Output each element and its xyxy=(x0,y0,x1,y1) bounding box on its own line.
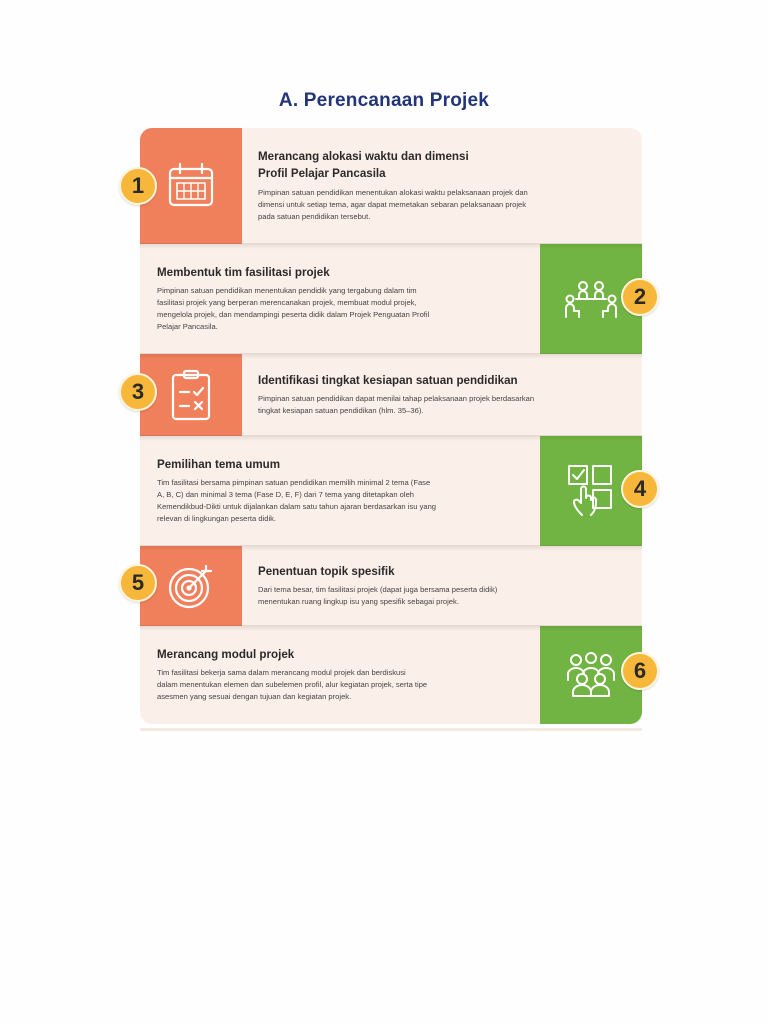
step-6-text xyxy=(157,626,524,724)
step-4 xyxy=(140,436,642,546)
step-6-title: Merancang modul projek xyxy=(157,647,295,661)
step-2-title: Membentuk tim fasilitasi projek xyxy=(157,265,330,279)
step-4-text xyxy=(157,436,524,546)
page-title: A. Perencanaan Projek xyxy=(278,90,490,111)
step-3-title: Identifikasi tingkat kesiapan satuan pendidikan xyxy=(258,373,518,387)
group-icon xyxy=(564,652,618,698)
step-5-description: Dari tema besar, tim fasilitasi projek (dapat juga bersama peserta didik) menentukan ruang lingkup isu yang spesifik sebagai projek. xyxy=(258,585,498,607)
step-6-description: Tim fasilitasi bekerja sama dalam merancang modul projek dan berdiskusi dalam menentukan elemen dan subelemen profil, alur kegiatan projek, serta tipe asesmen yang sesuai dengan tujuan dan kegiatan projek. xyxy=(157,668,428,702)
checklist-icon xyxy=(169,368,213,422)
step-4-number-badge: 4 xyxy=(621,470,659,508)
step-5-text xyxy=(258,546,622,626)
select-option-icon xyxy=(566,463,616,519)
steps-infographic xyxy=(140,128,642,724)
step-3-description: Pimpinan satuan pendidikan dapat menilai tahap pelaksanaan projek berdasarkan tingkat kesiapan satuan pendidikan (hlm. 35–36). xyxy=(258,394,535,416)
step-6 xyxy=(140,626,642,724)
step-2 xyxy=(140,244,642,354)
step-1-title: Merancang alokasi waktu dan dimensi Profil Pelajar Pancasila xyxy=(258,150,469,181)
step-4-title: Pemilihan tema umum xyxy=(157,457,281,471)
step-3-text xyxy=(258,354,622,436)
step-3-number-badge: 3 xyxy=(119,373,157,411)
step-4-description: Tim fasilitasi bersama pimpinan satuan pendidikan memilih minimal 2 tema (Fase A, B, C) dan minimal 3 tema (Fase D, E, F) dari 7 tema yang ditetapkan oleh Kemendikbud-Dikti untuk dijalankan dalam satu tahun ajaran berdasarkan isu yang relevan di lingkungan peserta didik. xyxy=(157,478,437,524)
step-5-number-badge: 5 xyxy=(119,564,157,602)
step-1 xyxy=(140,128,642,244)
calendar-icon xyxy=(165,160,217,212)
target-icon xyxy=(166,561,216,611)
team-meeting-icon xyxy=(564,277,618,321)
step-2-number-badge: 2 xyxy=(621,278,659,316)
step-2-description: Pimpinan satuan pendidikan menentukan pendidik yang tergabung dalam tim fasilitasi projek yang berperan merencanakan projek, membuat modul projek, mengelola projek, dan mendampingi peserta didik dalam Projek Penguatan Profil Pelajar Pancasila. xyxy=(157,286,430,332)
bottom-divider xyxy=(140,728,642,731)
step-5 xyxy=(140,546,642,626)
step-2-text xyxy=(157,244,524,354)
step-1-number-badge: 1 xyxy=(119,167,157,205)
step-3 xyxy=(140,354,642,436)
step-1-description: Pimpinan satuan pendidikan menentukan alokasi waktu pelaksanaan projek dan dimensi untuk setiap tema, agar dapat memetakan sebaran pelaksanaan projek pada satuan pendidikan tersebut. xyxy=(258,187,528,221)
step-5-title: Penentuan topik spesifik xyxy=(258,564,395,578)
step-6-number-badge: 6 xyxy=(621,652,659,690)
step-1-text xyxy=(258,128,622,244)
